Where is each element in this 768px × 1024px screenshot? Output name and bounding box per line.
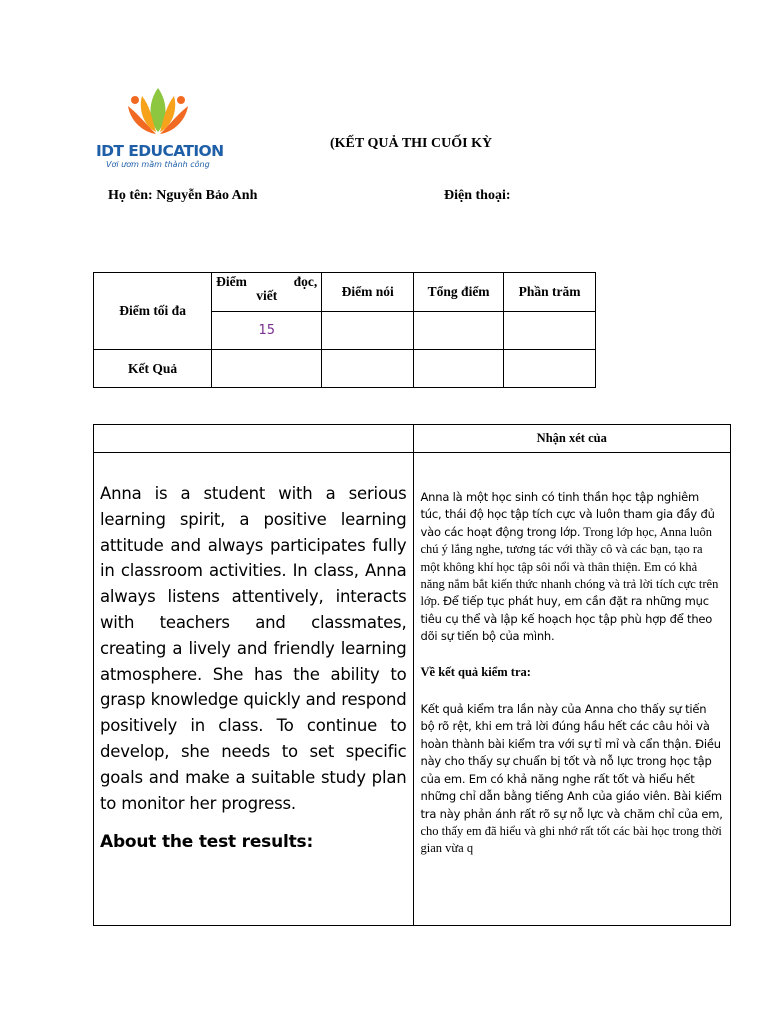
max-speaking-cell — [322, 312, 414, 350]
result-label: Kết Quả — [94, 350, 212, 388]
vi-paragraph-2a: Kết quả kiểm tra lần này của Anna cho thấy sự tiến bộ rõ rệt, khi em trả lời đúng hầu hết các câu hỏi và hoàn thành bài kiểm tra với sự tỉ mỉ và cẩn thận. Điều này cho thấy sự chuẩn bị tốt và nỗ lực trong học tập của em. Em có khả năng nghe rất tốt và hiểu hết những chỉ dẫn bằng tiếng Anh của giáo viên. Bài kiểm tra này phản ánh rất rõ sự nỗ lực và chăm chỉ của em, — [420, 702, 723, 821]
speaking-header: Điểm nói — [322, 273, 414, 312]
result-speaking-cell — [322, 350, 414, 388]
vi-paragraph-2b: cho thấy em đã hiểu và ghi nhớ rất tốt các bài học trong thời gian vừa q — [420, 823, 722, 856]
english-results-heading: About the test results: — [100, 832, 314, 853]
document-title: (KẾT QUẢ THI CUỐI KỲ — [330, 136, 493, 151]
result-percent-cell — [504, 350, 596, 388]
vietnamese-comment-cell — [413, 453, 731, 926]
reading-writing-header — [212, 273, 322, 312]
result-total-cell — [414, 350, 504, 388]
reading-header-line2: viết — [256, 288, 278, 303]
vi-paragraph-1b: Trong lớp học, Anna luôn chú ý lắng nghe, tương tác với thầy cô và các bạn, tạo ra một không khí học tập sôi nổi và thân thiện. Em có khả năng nắm bắt kiến thức nhanh chóng và trả lời tích cực trên lớp. — [420, 524, 719, 609]
logo-brand-text: IDT EDUCATION — [96, 142, 224, 160]
score-table — [93, 272, 596, 388]
max-score-label: Điểm tối đa — [94, 273, 212, 350]
vi-paragraph-1c: Để tiếp tục phát huy, em cần đặt ra những mục tiêu cụ thể và lập kế hoạch học tập phù hợp để theo dõi sự tiến bộ của mình. — [420, 594, 713, 644]
comments-header-left — [94, 425, 414, 453]
max-reading-score: 15 — [212, 312, 322, 350]
lotus-icon — [126, 86, 190, 142]
idt-logo — [96, 86, 224, 172]
logo-slogan: Vơi ươm mầm thành công — [106, 160, 210, 169]
comments-header-right: Nhận xét của — [413, 425, 731, 453]
total-header: Tổng điểm — [414, 273, 504, 312]
student-name: Họ tên: Nguyễn Bảo Anh — [108, 188, 258, 203]
comments-table — [93, 424, 731, 926]
result-reading-cell — [212, 350, 322, 388]
english-comment-cell — [94, 453, 414, 926]
percent-header: Phần trăm — [504, 273, 596, 312]
phone-label: Điện thoại: — [444, 188, 511, 203]
english-paragraph: Anna is a student with a serious learning spirit, a positive learning attitude and always participates fully in classroom activities. In class, Anna always listens attentively, interacts with teachers and classmates, creating a lively and friendly learning atmosphere. She has the ability to grasp knowledge quickly and respond positively in class. To continue to develop, she needs to set specific goals and make a suitable study plan to monitor her progress. — [100, 484, 407, 813]
vi-paragraph-1a: Anna là một học sinh có tinh thần học tập nghiêm túc, thái độ học tập tích cực và luôn tham gia đầy đủ vào các hoạt động trong lớp. — [420, 490, 715, 539]
max-percent-cell — [504, 312, 596, 350]
vi-results-heading: Về kết quả kiểm tra: — [420, 664, 531, 679]
max-total-cell — [414, 312, 504, 350]
reading-header-line1: Điểm đọc, — [216, 274, 318, 289]
